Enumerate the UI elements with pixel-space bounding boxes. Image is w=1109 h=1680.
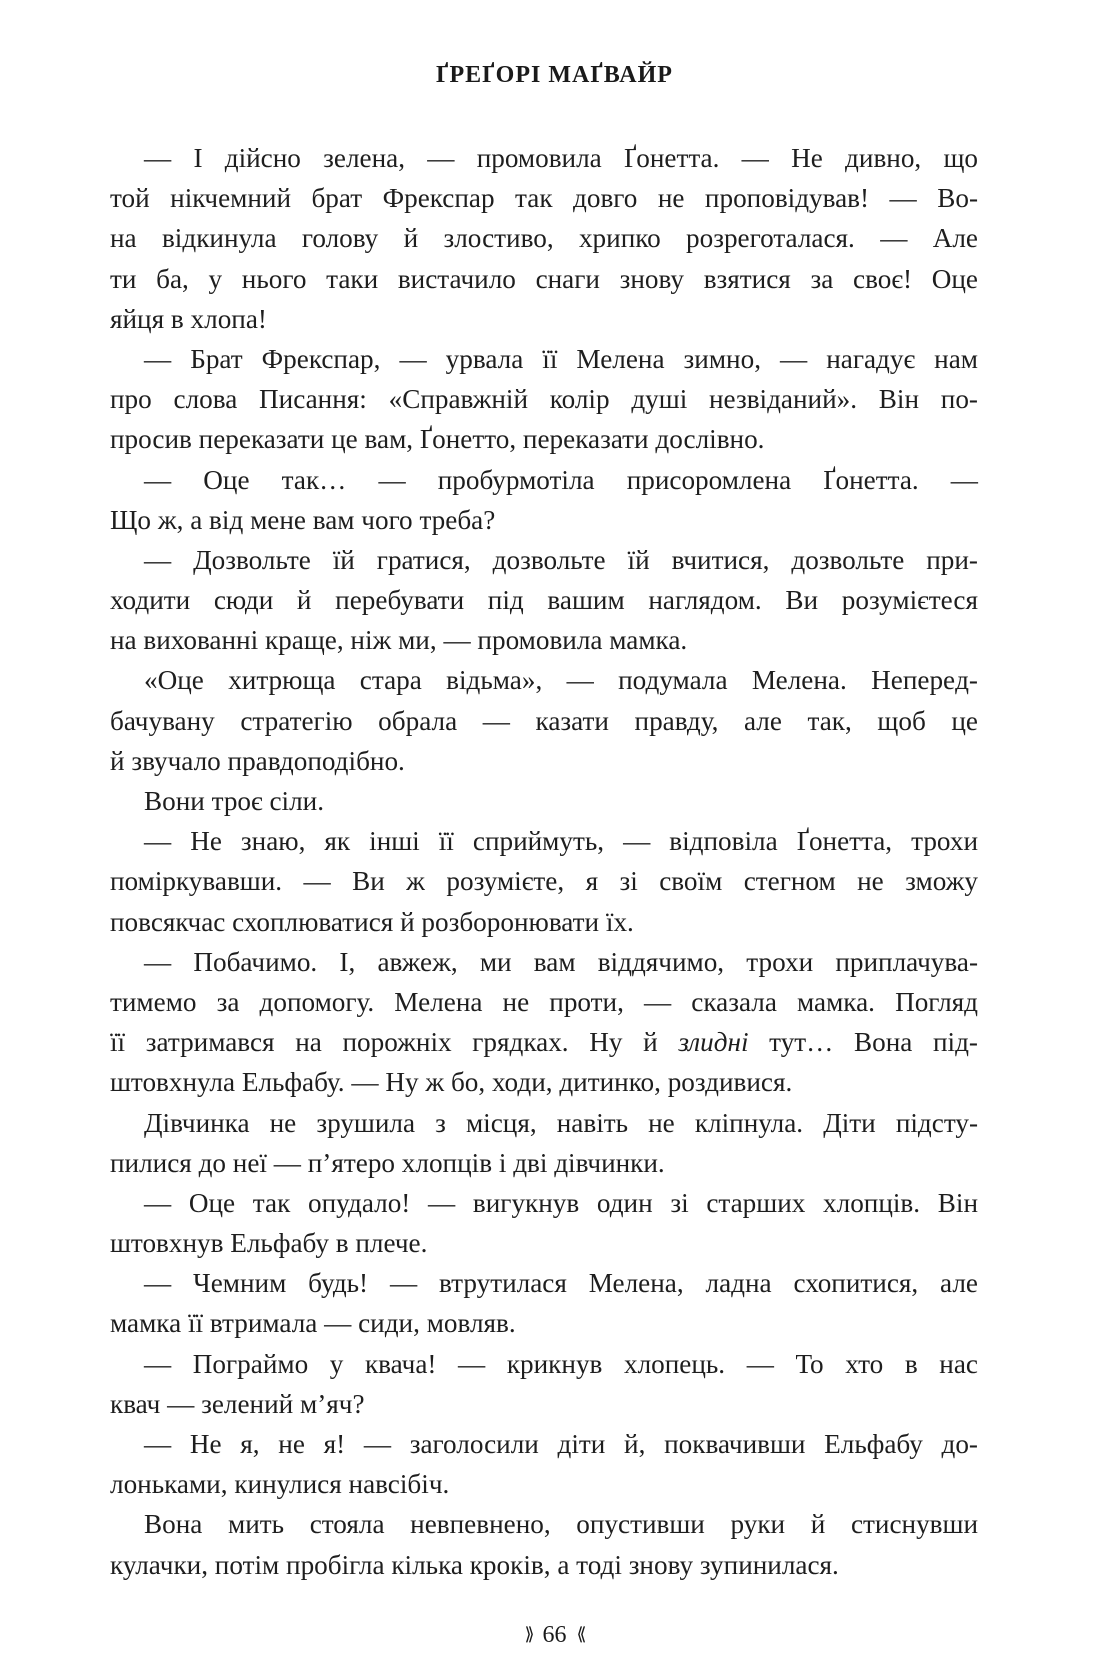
text-line-content: й звучало правдоподібно.	[110, 745, 405, 776]
text-line	[110, 1062, 978, 1102]
text-line	[110, 419, 978, 459]
text-line-content: штовхнула Ельфабу. — Ну ж бо, ходи, дитинко, роздивися.	[110, 1067, 793, 1098]
text-line	[110, 500, 978, 540]
text-line-content: — Брат Фрекспар, — урвала її Мелена зимно, — нагадує нам	[144, 343, 978, 374]
text-line-content: просив переказати це вам, Ґонетто, переказати дослівно.	[110, 424, 765, 455]
running-head: ҐРЕҐОРІ МАҐВАЙР	[436, 62, 673, 88]
text-line-content: — Дозвольте їй гратися, дозвольте їй вчитися, дозвольте при-	[144, 544, 978, 575]
text-line-content: — Чемним будь! — втрутилася Мелена, ладна схопитися, але	[144, 1268, 978, 1299]
text-line	[110, 580, 978, 620]
text-line-content: лоньками, кинулися навсібіч.	[110, 1469, 450, 1500]
text-line	[110, 379, 978, 419]
folio-ornament-left-icon: ⟫	[524, 1624, 533, 1644]
text-line	[110, 1303, 978, 1343]
text-line-content: ти ба, у нього таки вистачило снаги знову взятися за своє! Оце	[110, 263, 978, 294]
text-line-continuation: тут… Вона під-	[748, 1027, 978, 1058]
text-line-content: — Не я, не я! — заголосили діти й, поквачивши Ельфабу до-	[144, 1429, 978, 1459]
text-line	[110, 781, 978, 821]
text-line	[110, 902, 978, 942]
text-line-content: пилися до неї — п’ятеро хлопців і дві дівчинки.	[110, 1147, 665, 1178]
text-line	[110, 1464, 978, 1504]
text-line-content: той нікчемний брат Фрекспар так довго не проповідував! — Во-	[110, 183, 978, 214]
text-line-content: кулачки, потім пробігла кілька кроків, а тоді знову зупинилася.	[110, 1549, 839, 1580]
text-line	[110, 821, 978, 861]
text-line-content: яйця в хлопа!	[110, 303, 267, 334]
text-line	[110, 1504, 978, 1544]
text-line	[110, 218, 978, 258]
text-line-content: — Не знаю, як інші її сприймуть, — відповіла Ґонетта, трохи	[144, 826, 978, 857]
text-line-content: її затримався на порожніх грядках. Ну й	[110, 1027, 679, 1058]
text-line	[110, 178, 978, 218]
page-folio	[0, 1622, 1109, 1649]
text-line	[110, 1424, 978, 1464]
text-line-content: повсякчас схоплюватися й розборонювати їх.	[110, 906, 634, 937]
text-line-content: на відкинула голову й злостиво, хрипко розреготалася. — Але	[110, 223, 978, 254]
text-line	[110, 660, 978, 700]
text-line	[110, 299, 978, 339]
text-line	[110, 259, 978, 299]
text-line-content: квач — зелений м’яч?	[110, 1388, 365, 1419]
text-line	[110, 339, 978, 379]
page-number: 66	[542, 1622, 567, 1648]
text-line	[110, 1223, 978, 1263]
text-line-content: — Оце так… — пробурмотіла присоромлена Ґонетта. —	[144, 464, 978, 495]
text-line	[110, 1103, 978, 1143]
text-line-content: мамка її втримала — сиди, мовляв.	[110, 1308, 516, 1339]
text-line-content: про слова Писання: «Справжній колір душі незвіданий». Він по-	[110, 384, 978, 415]
body-text	[110, 138, 978, 1585]
text-line-content: «Оце хитрюща стара відьма», — подумала Мелена. Непеpeд-	[144, 665, 978, 696]
text-line	[110, 1022, 978, 1062]
text-line-content: — Побачимо. І, авжеж, ми вам віддячимо, трохи приплачува-	[144, 946, 978, 977]
text-line-content: поміркувавши. — Ви ж розумієте, я зі своїм стегном не зможу	[110, 866, 978, 897]
text-line-content: на вихованні краще, ніж ми, — промовила мамка.	[110, 625, 688, 656]
text-line	[110, 861, 978, 901]
text-line	[110, 1545, 978, 1585]
text-line	[110, 1143, 978, 1183]
text-line	[110, 701, 978, 741]
text-line-italic: злидні	[678, 1027, 749, 1058]
text-line	[110, 982, 978, 1022]
text-line	[110, 1183, 978, 1223]
text-line	[110, 540, 978, 580]
text-line-content: Дівчинка не зрушила з місця, навіть не кліпнула. Діти підсту-	[144, 1107, 978, 1138]
text-line-content: Вона мить стояла невпевнено, опустивши руки й стиснувши	[144, 1509, 978, 1540]
text-line	[110, 1263, 978, 1303]
text-line	[110, 138, 978, 178]
text-line-content: штовхнув Ельфабу в плече.	[110, 1228, 428, 1259]
text-line-content: Вони троє сіли.	[144, 786, 325, 816]
text-line-content: — Оце так опудало! — вигукнув один зі старших хлопців. Він	[144, 1187, 978, 1218]
text-line	[110, 942, 978, 982]
text-line	[110, 1384, 978, 1424]
text-line-content: бачувану стратегію обрала — казати правду, але так, щоб це	[110, 705, 978, 736]
text-line-content: Що ж, а від мене вам чого треба?	[110, 504, 496, 535]
text-line	[110, 741, 978, 781]
text-line	[110, 620, 978, 660]
text-line	[110, 1344, 978, 1384]
text-line-content: — І дійсно зелена, — промовила Ґонетта. — Не дивно, що	[144, 143, 978, 173]
text-line-content: — Пограймо у квача! — крикнув хлопець. — То хто в нас	[144, 1348, 978, 1379]
folio-ornament-right-icon: ⟪	[576, 1624, 585, 1644]
text-line-content: тимемо за допомогу. Мелена не проти, — сказала мамка. Погляд	[110, 986, 978, 1017]
text-line-content: ходити сюди й перебувати під вашим наглядом. Ви розумієтеся	[110, 585, 978, 616]
text-line	[110, 460, 978, 500]
